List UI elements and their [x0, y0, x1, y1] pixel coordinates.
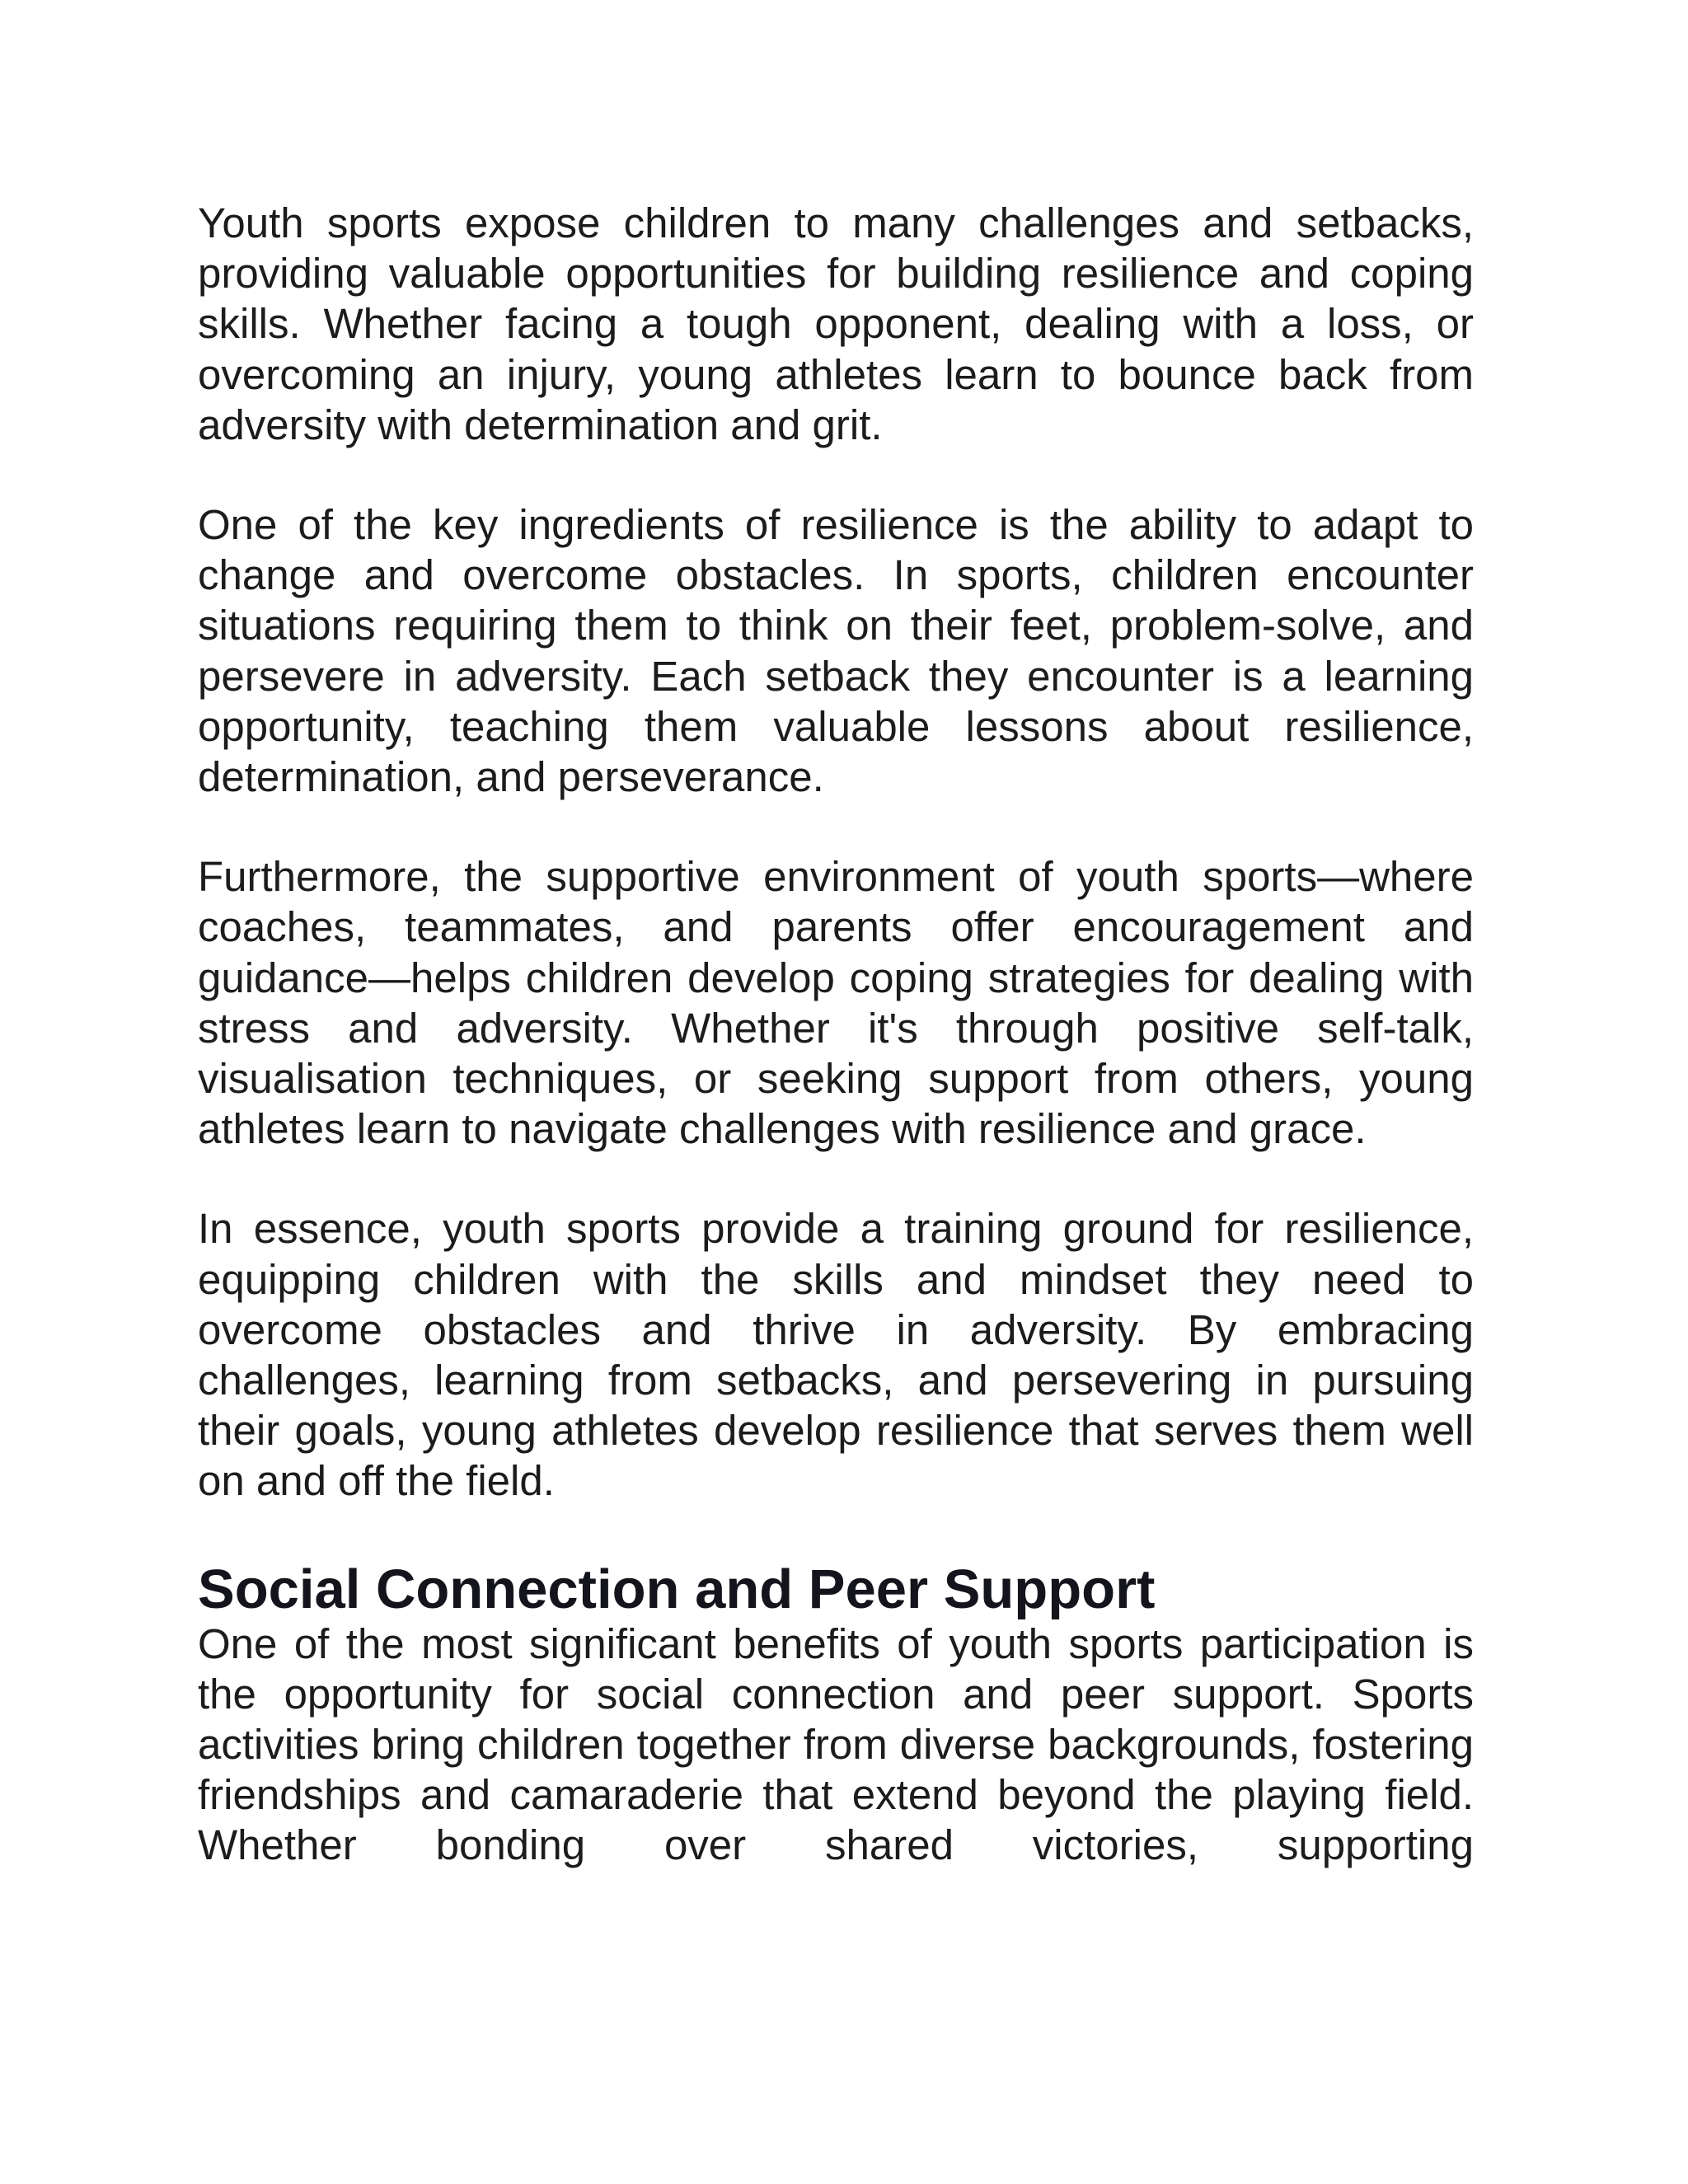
paragraph-adaptation: One of the key ingredients of resilience is the ability to adapt to change and overcome obstacles. In sports, children encounter situations requiring them to think on their feet, problem-solve, and persevere in adversity. Each setback they encounter is a learning opportunity, teaching them valuable lessons about resilience, determination, and perseverance.: [198, 501, 1474, 801]
paragraph-resilience-intro: Youth sports expose children to many challenges and setbacks, providing valuable opportunities for building resilience and coping skills. Whether facing a tough opponent, dealing with a loss, or overcoming an injury, young athletes learn to bounce back from adversity with determination and grit.: [198, 199, 1474, 448]
paragraph-in-essence: In essence, youth sports provide a training ground for resilience, equipping children with the skills and mindset they need to overcome obstacles and thrive in adversity. By embracing challenges, learning from setbacks, and persevering in pursuing their goals, young athletes develop resilience that serves them well on and off the field.: [198, 1205, 1474, 1505]
paragraph-supportive-environment: Furthermore, the supportive environment of youth sports—where coaches, teammates, and parents offer encouragement and guidance—helps children develop coping strategies for dealing with stress and adversity. Whether it's through positive self-talk, visualisation techniques, or seeking support from others, young athletes learn to navigate challenges with resilience and grace.: [198, 853, 1474, 1153]
paragraph-social-connection: One of the most significant benefits of youth sports participation is the opportunity for social connection and peer support. Sports activities bring children together from diverse backgrounds, fostering friendships and camaraderie that extend beyond the playing field. Whether bonding over shared victories, supporting: [198, 1619, 1474, 1869]
section-heading: Social Connection and Peer Support: [198, 1558, 1156, 1620]
document-page: [198, 198, 1474, 1920]
